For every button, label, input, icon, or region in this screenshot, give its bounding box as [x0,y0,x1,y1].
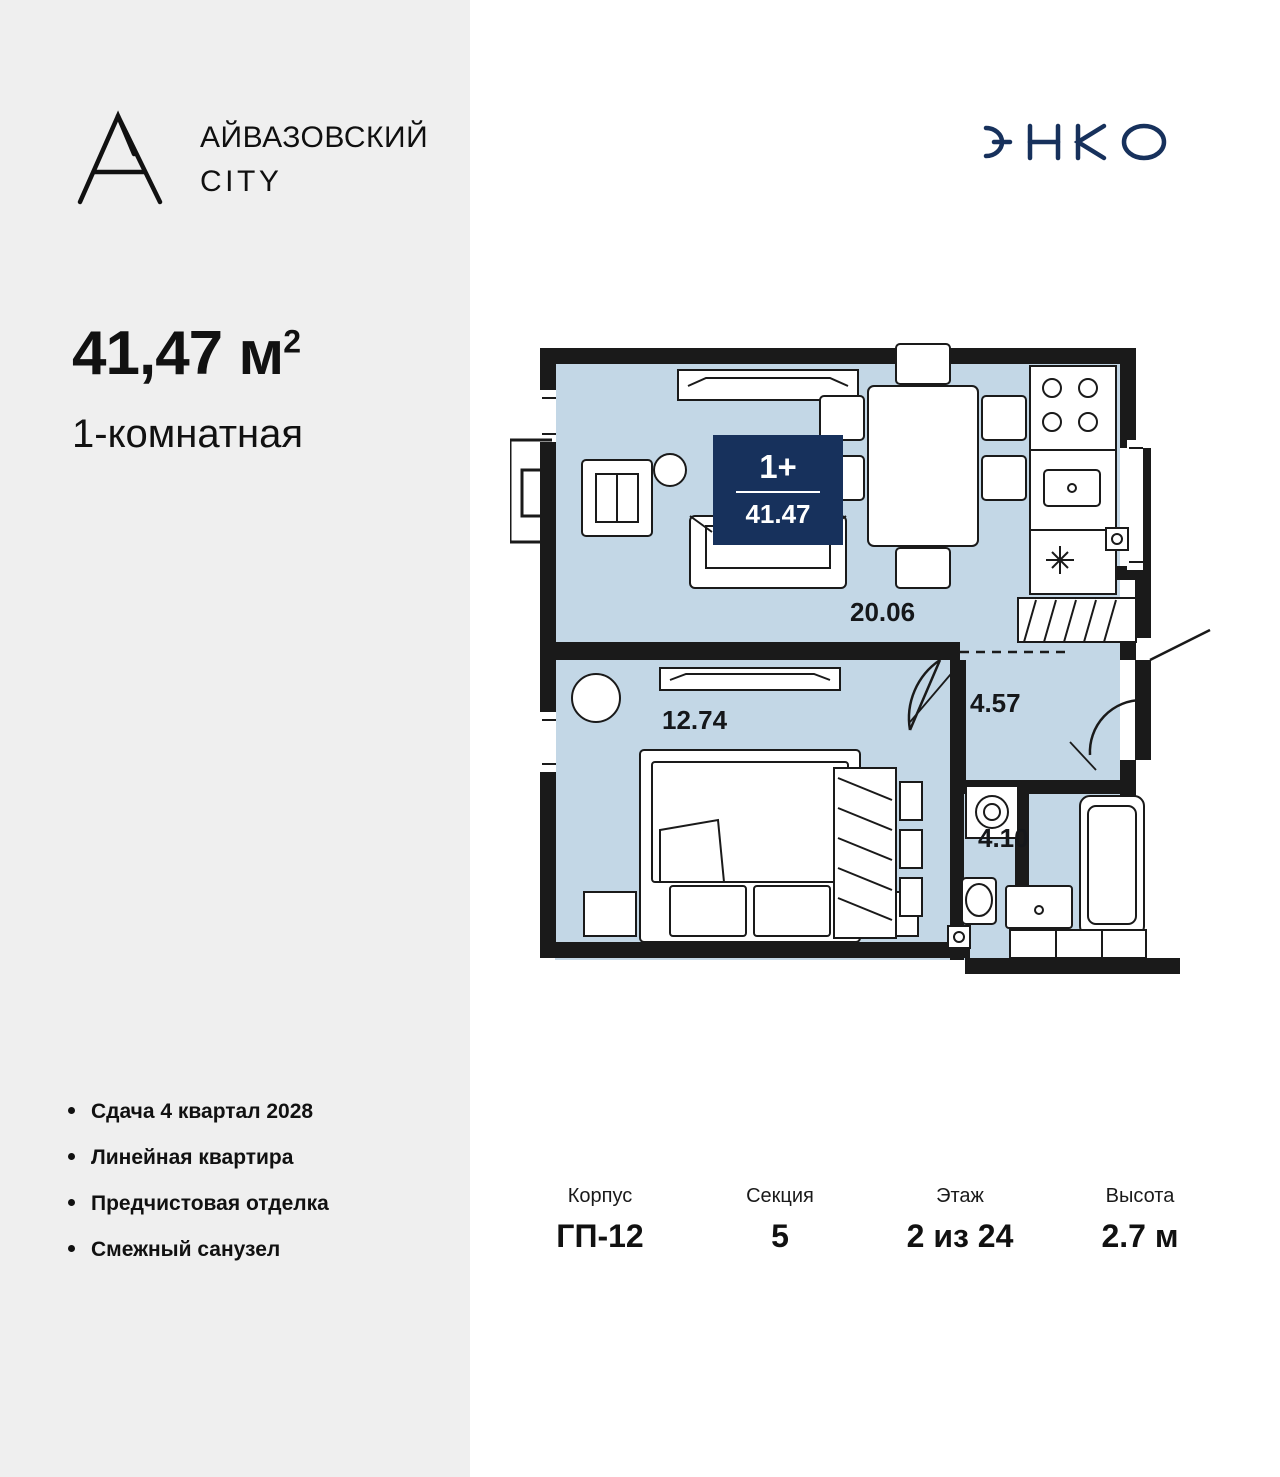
brand-logo [72,110,429,210]
spec-key: Корпус [567,1185,633,1207]
feature-label: Сдача 4 квартал 2028 [91,1100,314,1123]
spec-value: 2.7 м [1101,1218,1179,1254]
spec-section [690,1185,870,1255]
brand-logo-line2: CITY [200,165,283,198]
bullet-icon [68,1199,75,1206]
bullet-icon [68,1107,75,1114]
room-label-bathroom: 4.10 [978,823,1029,853]
brand-logo-line1: АЙВАЗОВСКИЙ [200,121,429,154]
spec-value: ГП-12 [556,1218,644,1254]
room-label-hall: 4.57 [970,688,1021,718]
list-item [68,1238,448,1262]
sidebar [0,0,470,1477]
spec-value: 2 из 24 [906,1218,1014,1254]
apartment-area-unit-sup: 2 [283,323,301,360]
room-label-living-kitchen: 20.06 [850,597,916,627]
spec-value: 5 [771,1218,789,1254]
spec-key: Высота [1105,1185,1175,1207]
feature-label: Смежный санузел [91,1238,281,1261]
spec-floor [870,1185,1050,1255]
feature-label: Линейная квартира [91,1146,294,1169]
list-item [68,1146,448,1170]
list-item [68,1100,448,1124]
spec-key: Этаж [936,1185,984,1207]
apartment-rooms: 1-комнатная [72,412,304,456]
brand-logo-text [200,116,428,204]
spec-height [1050,1185,1230,1255]
main-content [470,0,1280,1477]
floor-plan [510,330,1230,1010]
plan-badge-area: 41.47 [745,499,811,529]
apartment-area [72,318,300,389]
plan-badge-divider [736,491,820,493]
bullet-icon [68,1153,75,1160]
floor-plan-svg [510,330,1230,1010]
plan-badge [713,435,843,545]
apartment-area-value: 41,47 м [72,319,284,388]
list-item [68,1192,448,1216]
feature-list [68,1100,448,1284]
feature-label: Предчистовая отделка [91,1192,329,1215]
enko-logo-icon [980,118,1190,166]
plan-badge-rooms: 1+ [759,448,797,485]
bullet-icon [68,1245,75,1252]
spec-korpus [510,1185,690,1255]
a-monogram-icon [72,110,182,210]
room-label-bedroom: 12.74 [662,705,728,735]
spec-table [510,1185,1230,1255]
spec-key: Секция [746,1185,814,1207]
developer-logo [980,118,1190,166]
